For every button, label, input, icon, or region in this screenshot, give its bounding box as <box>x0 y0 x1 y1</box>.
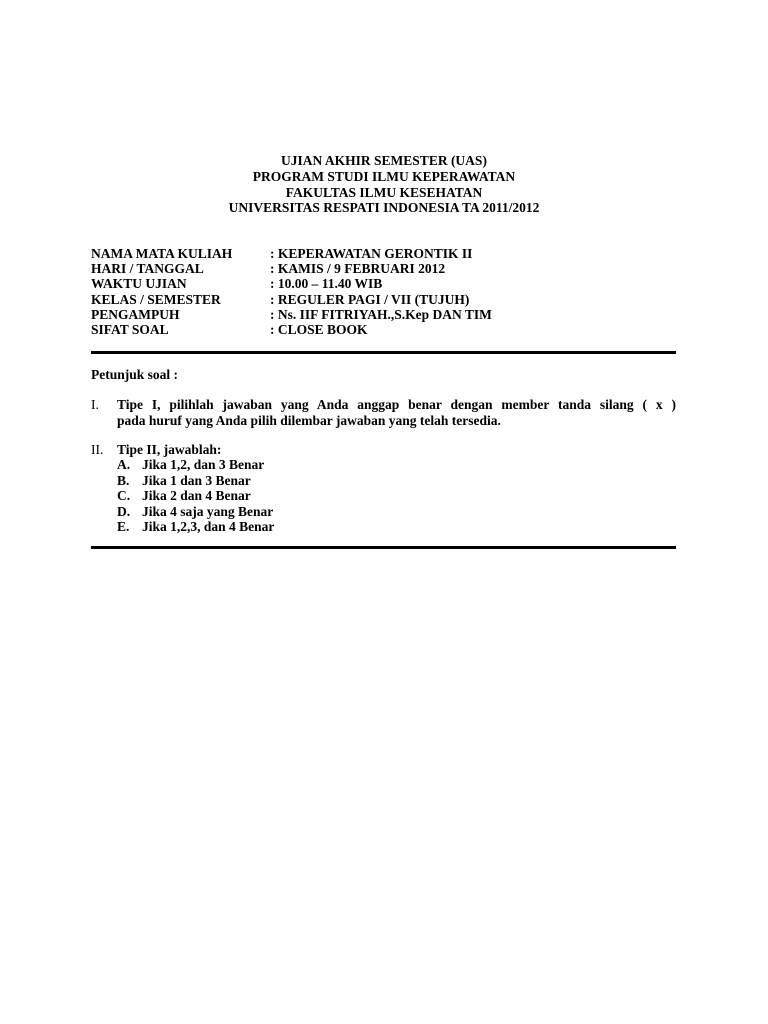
roman-numeral: I. <box>91 397 99 412</box>
info-label: NAMA MATA KULIAH <box>91 246 233 261</box>
option-letter: C. <box>117 488 131 504</box>
info-row-exam-type <box>91 322 492 337</box>
instruction-type-2-title: Tipe II, jawablah: <box>117 442 222 457</box>
header-program: PROGRAM STUDI ILMU KEPERAWATAN <box>252 168 516 184</box>
exam-info-table <box>91 246 492 337</box>
answer-option <box>117 519 676 534</box>
option-text: Jika 4 saja yang Benar <box>142 503 274 519</box>
info-label: SIFAT SOAL <box>91 322 169 338</box>
answer-options-list <box>117 457 676 534</box>
option-text: Jika 1,2,3, dan 4 Benar <box>142 519 275 535</box>
info-row-class <box>91 292 492 307</box>
header-exam-title: UJIAN AKHIR SEMESTER (UAS) <box>281 153 487 168</box>
option-letter: B. <box>117 472 130 488</box>
info-label: HARI / TANGGAL <box>91 261 204 277</box>
info-value: : REGULER PAGI / VII (TUJUH) <box>270 291 470 307</box>
instruction-type-2 <box>91 442 676 534</box>
answer-option <box>117 504 676 519</box>
info-row-time <box>91 276 492 291</box>
info-row-lecturer <box>91 307 492 322</box>
info-value: : Ns. IIF FITRIYAH.,S.Kep DAN TIM <box>270 306 492 322</box>
instructions-title: Petunjuk soal : <box>91 367 179 382</box>
option-text: Jika 1,2, dan 3 Benar <box>142 457 265 473</box>
exam-header <box>0 153 768 216</box>
option-letter: A. <box>117 457 131 473</box>
info-value: : KEPERAWATAN GERONTIK II <box>270 246 473 261</box>
roman-numeral: II. <box>91 442 104 457</box>
instruction-type-1-line-1: Tipe I, pilihlah jawaban yang Anda anggap benar dengan member tanda silang ( x ) <box>117 397 676 412</box>
option-letter: E. <box>117 519 130 535</box>
option-text: Jika 1 dan 3 Benar <box>142 472 251 488</box>
header-university: UNIVERSITAS RESPATI INDONESIA TA 2011/2012 <box>228 200 540 216</box>
info-label: PENGAMPUH <box>91 306 180 322</box>
instruction-type-1-line-2: pada huruf yang Anda pilih dilembar jawaban yang telah tersedia. <box>117 413 501 428</box>
info-label: WAKTU UJIAN <box>91 276 187 292</box>
answer-option <box>117 473 676 488</box>
info-label: KELAS / SEMESTER <box>91 291 221 307</box>
answer-option <box>117 488 676 503</box>
option-text: Jika 2 dan 4 Benar <box>142 488 251 504</box>
header-faculty: FAKULTAS ILMU KESEHATAN <box>285 184 483 200</box>
divider-rule-bottom <box>91 546 676 549</box>
info-value: : 10.00 – 11.40 WIB <box>270 276 383 292</box>
answer-option <box>117 457 676 472</box>
info-row-date <box>91 261 492 276</box>
instruction-type-1 <box>91 397 676 429</box>
info-row-course <box>91 246 492 261</box>
info-value: : KAMIS / 9 FEBRUARI 2012 <box>270 261 446 277</box>
option-letter: D. <box>117 503 131 519</box>
divider-rule-top <box>91 351 676 354</box>
info-value: : CLOSE BOOK <box>270 322 368 338</box>
